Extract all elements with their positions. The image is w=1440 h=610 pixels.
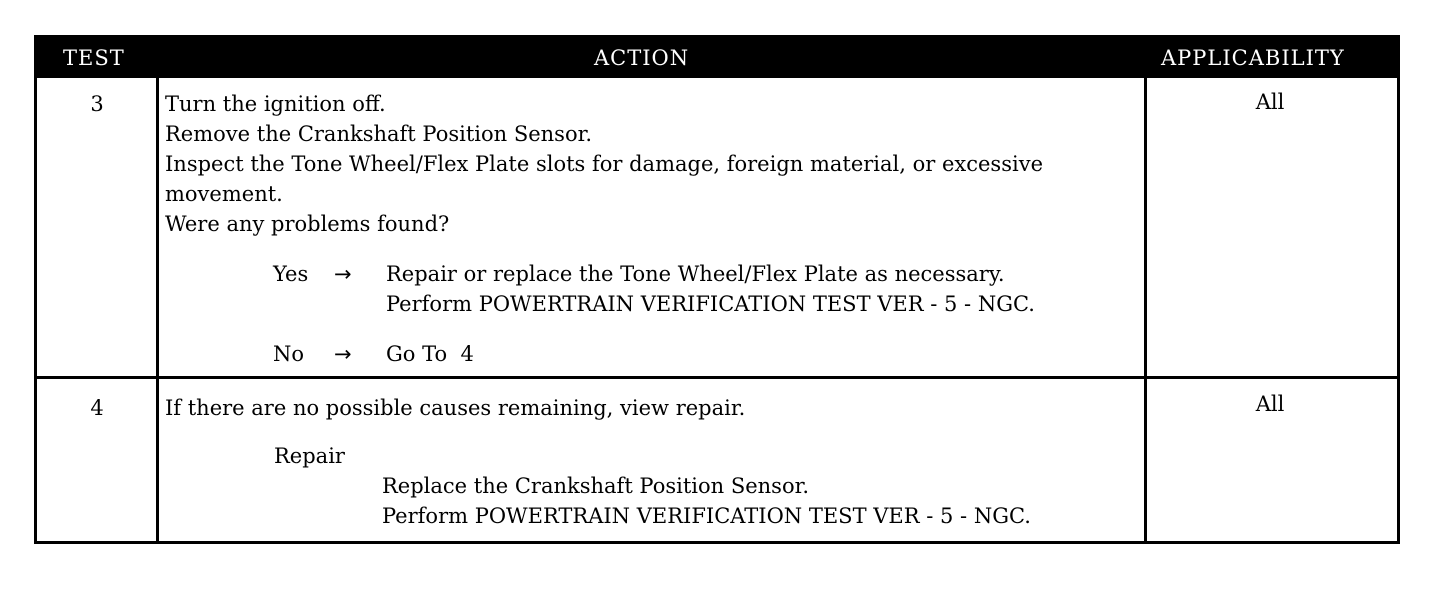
header-applicability: APPLICABILITY (1161, 46, 1345, 70)
yes-result-line: Repair or replace the Tone Wheel/Flex Plate as necessary. (386, 262, 1005, 286)
test-number: 3 (90, 92, 104, 116)
action-line: Turn the ignition off. (165, 92, 386, 116)
action-line: movement. (165, 182, 283, 206)
repair-line: Replace the Crankshaft Position Sensor. (382, 474, 810, 498)
repair-label: Repair (274, 444, 345, 468)
repair-line: Perform POWERTRAIN VERIFICATION TEST VER - 5 - NGC. (382, 504, 1031, 528)
table-header (37, 38, 1397, 78)
arrow-icon: → (334, 342, 352, 366)
header-action: ACTION (594, 46, 690, 70)
header-test: TEST (63, 46, 125, 70)
column-divider-test (156, 78, 159, 541)
action-line: Remove the Crankshaft Position Sensor. (165, 122, 592, 146)
action-line: If there are no possible causes remaining, view repair. (165, 396, 746, 420)
column-divider-action (1144, 78, 1147, 541)
yes-result-line: Perform POWERTRAIN VERIFICATION TEST VER - 5 - NGC. (386, 292, 1035, 316)
applicability-value: All (1255, 90, 1285, 114)
no-result: Go To 4 (386, 342, 474, 366)
diagnostic-test-table (34, 35, 1400, 544)
arrow-icon: → (334, 262, 352, 286)
row-divider (37, 376, 1397, 379)
no-label: No (273, 342, 305, 366)
action-line: Were any problems found? (165, 212, 450, 236)
action-line: Inspect the Tone Wheel/Flex Plate slots for damage, foreign material, or excessive (165, 152, 1043, 176)
yes-label: Yes (273, 262, 309, 286)
applicability-value: All (1255, 392, 1285, 416)
test-number: 4 (90, 396, 104, 420)
